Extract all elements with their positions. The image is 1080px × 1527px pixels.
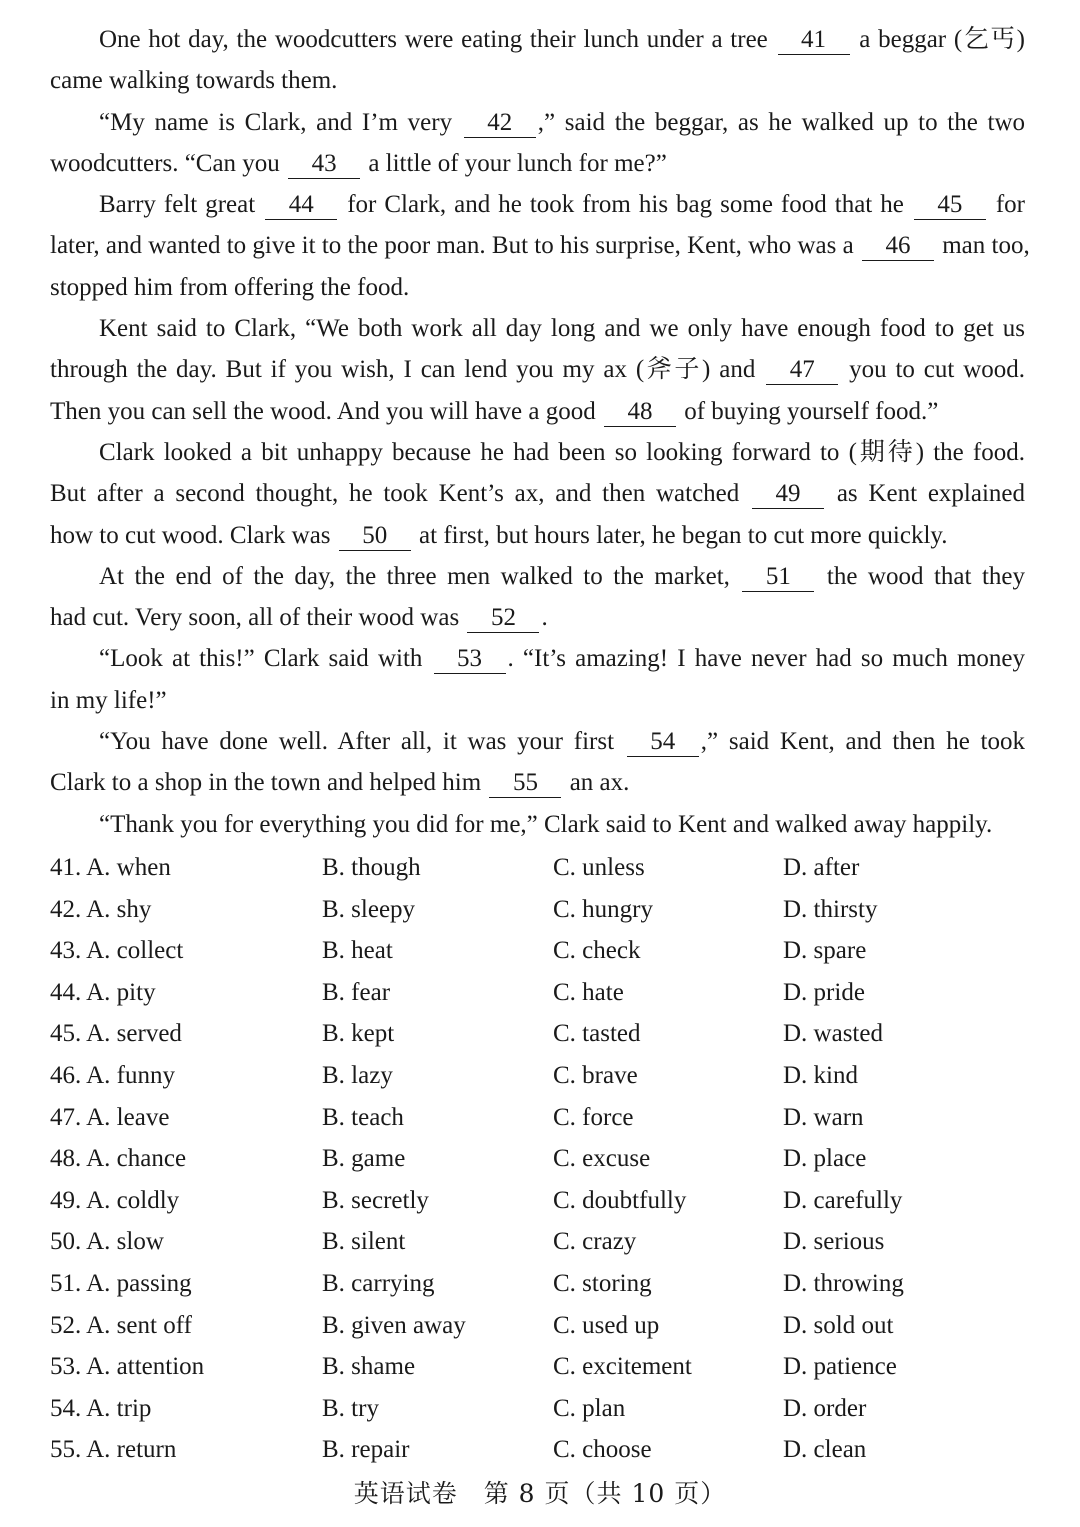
passage-line xyxy=(50,143,1025,184)
passage-text: the wood that they xyxy=(816,562,1025,590)
option-a: 44. A. pity xyxy=(50,978,156,1006)
passage-text: how to cut wood. Clark was xyxy=(50,521,337,549)
passage-line xyxy=(50,184,1025,225)
option-a: 41. A. when xyxy=(50,854,171,881)
option-b: B. given away xyxy=(322,1311,466,1339)
option-a: 51. A. passing xyxy=(50,1269,192,1297)
passage-text: man too, xyxy=(935,232,1030,260)
passage-text: for Clark, and he took from his bag some food that he xyxy=(339,191,912,219)
blank-47: 47 xyxy=(766,356,838,385)
passage-line xyxy=(50,556,1025,597)
passage-text: “Thank you for everything you did for me,” Clark said to Kent and walked away happily. xyxy=(99,810,993,838)
option-c: C. used up xyxy=(553,1311,660,1339)
cloze-passage xyxy=(50,19,1030,845)
option-c: C. crazy xyxy=(553,1228,637,1256)
passage-text: as Kent explained xyxy=(826,480,1025,508)
passage-text: One hot day, the woodcutters were eating their lunch under a tree xyxy=(99,26,776,53)
passage-text: an ax. xyxy=(563,769,630,797)
option-row xyxy=(50,1097,1050,1139)
option-c: C. hate xyxy=(553,978,624,1006)
passage-line xyxy=(50,308,1025,349)
option-b: B. secretly xyxy=(322,1186,429,1214)
blank-43: 43 xyxy=(288,150,360,179)
option-row xyxy=(50,1013,1050,1055)
passage-text: a little of your lunch for me?” xyxy=(362,149,667,177)
option-a: 50. A. slow xyxy=(50,1228,164,1256)
option-d: D. order xyxy=(783,1394,867,1422)
passage-line xyxy=(50,349,1025,390)
passage-text: for xyxy=(987,191,1025,219)
passage-line xyxy=(50,267,1025,308)
option-b: B. lazy xyxy=(322,1061,393,1089)
option-row xyxy=(50,889,1050,931)
option-row xyxy=(50,1429,1050,1471)
blank-42: 42 xyxy=(464,109,536,138)
option-c: C. choose xyxy=(553,1436,652,1464)
blank-52: 52 xyxy=(467,604,539,633)
passage-text: through the day. But if you wish, I can lend you my ax (斧子) and xyxy=(50,356,765,384)
passage-text: . “It’s amazing! I have never had so much money xyxy=(507,645,1025,673)
option-row xyxy=(50,972,1050,1014)
option-d: D. kind xyxy=(783,1061,858,1089)
option-b: B. carrying xyxy=(322,1269,435,1297)
blank-53: 53 xyxy=(434,645,506,674)
page-footer: 英语试卷 第 8 页（共 10 页） xyxy=(353,1479,727,1508)
blank-55: 55 xyxy=(489,769,561,798)
blank-45: 45 xyxy=(914,191,986,220)
passage-line xyxy=(50,60,1025,101)
passage-text: later, and wanted to give it to the poor man. But to his surprise, Kent, who was a xyxy=(50,232,860,260)
option-d: D. warn xyxy=(783,1103,864,1131)
option-a: 55. A. return xyxy=(50,1436,177,1464)
option-a: 48. A. chance xyxy=(50,1145,187,1173)
option-b: B. fear xyxy=(322,978,391,1006)
option-b: B. heat xyxy=(322,937,393,965)
blank-54: 54 xyxy=(627,728,699,757)
blank-50: 50 xyxy=(339,522,411,551)
option-d: D. patience xyxy=(783,1353,897,1381)
option-d: D. throwing xyxy=(783,1269,904,1297)
option-c: C. excitement xyxy=(553,1353,692,1381)
option-a: 42. A. shy xyxy=(50,895,152,923)
blank-51: 51 xyxy=(742,563,814,592)
passage-line xyxy=(50,19,1025,60)
passage-text: . xyxy=(541,604,548,632)
option-a: 45. A. served xyxy=(50,1020,182,1048)
passage-text: stopped him from offering the food. xyxy=(50,273,410,301)
option-a: 46. A. funny xyxy=(50,1061,175,1089)
blank-46: 46 xyxy=(862,232,934,261)
passage-line xyxy=(50,473,1025,514)
answer-options xyxy=(50,847,1050,1471)
option-d: D. thirsty xyxy=(783,895,878,923)
passage-text: woodcutters. “Can you xyxy=(50,149,287,177)
option-c: C. plan xyxy=(553,1394,626,1422)
passage-text: ,” said Kent, and then he took xyxy=(700,728,1025,756)
option-c: C. brave xyxy=(553,1061,638,1089)
option-d: D. clean xyxy=(783,1436,867,1464)
passage-line xyxy=(50,597,1025,638)
option-row xyxy=(50,1305,1050,1347)
passage-text: ,” said the beggar, as he walked up to the two xyxy=(537,108,1025,136)
option-a: 54. A. trip xyxy=(50,1394,152,1422)
blank-49: 49 xyxy=(752,480,824,509)
passage-line xyxy=(50,721,1025,762)
option-c: C. hungry xyxy=(553,895,653,923)
option-b: B. though xyxy=(322,854,421,881)
blank-48: 48 xyxy=(604,398,676,427)
option-d: D. wasted xyxy=(783,1020,883,1048)
passage-line xyxy=(50,804,1025,845)
option-row xyxy=(50,1055,1050,1097)
option-b: B. shame xyxy=(322,1353,416,1381)
passage-text: Kent said to Clark, “We both work all day long and we only have enough food to get us xyxy=(99,315,1025,343)
passage-text: you to cut wood. xyxy=(840,356,1025,384)
option-c: C. excuse xyxy=(553,1145,651,1173)
passage-text: had cut. Very soon, all of their wood was xyxy=(50,604,466,632)
option-c: C. tasted xyxy=(553,1020,641,1048)
option-b: B. kept xyxy=(322,1020,395,1048)
passage-line xyxy=(50,225,1030,266)
option-row xyxy=(50,1221,1050,1263)
passage-text: Clark looked a bit unhappy because he had been so looking forward to (期待) the food. xyxy=(99,438,1025,466)
option-row xyxy=(50,1263,1050,1305)
option-d: D. after xyxy=(783,854,860,881)
option-b: B. game xyxy=(322,1145,406,1173)
option-a: 49. A. coldly xyxy=(50,1186,180,1214)
option-d: D. place xyxy=(783,1145,867,1173)
option-c: C. doubtfully xyxy=(553,1186,687,1214)
passage-text: a beggar (乞丐) xyxy=(851,26,1026,53)
option-c: C. force xyxy=(553,1103,634,1131)
blank-41: 41 xyxy=(778,26,850,55)
option-row xyxy=(50,1346,1050,1388)
passage-line xyxy=(50,102,1025,143)
passage-text: At the end of the day, the three men walked to the market, xyxy=(99,562,741,590)
option-b: B. silent xyxy=(322,1228,406,1256)
passage-line xyxy=(50,432,1025,473)
option-d: D. serious xyxy=(783,1228,885,1256)
option-a: 53. A. attention xyxy=(50,1353,205,1381)
option-c: C. storing xyxy=(553,1269,652,1297)
option-b: B. repair xyxy=(322,1436,410,1464)
passage-text: at first, but hours later, he began to cut more quickly. xyxy=(412,521,948,549)
option-b: B. teach xyxy=(322,1103,404,1131)
passage-text: “Look at this!” Clark said with xyxy=(99,645,432,673)
option-row xyxy=(50,847,1050,889)
option-d: D. carefully xyxy=(783,1186,903,1214)
option-d: D. pride xyxy=(783,978,865,1006)
option-c: C. check xyxy=(553,937,641,965)
option-row xyxy=(50,1180,1050,1222)
option-b: B. sleepy xyxy=(322,895,416,923)
option-row xyxy=(50,930,1050,972)
passage-text: But after a second thought, he took Kent’s ax, and then watched xyxy=(50,480,751,508)
option-a: 52. A. sent off xyxy=(50,1311,192,1339)
passage-text: Then you can sell the wood. And you will have a good xyxy=(50,397,602,425)
passage-text: came walking towards them. xyxy=(50,67,338,95)
option-a: 47. A. leave xyxy=(50,1103,170,1131)
passage-text: “My name is Clark, and I’m very xyxy=(99,108,462,136)
passage-line xyxy=(50,680,1025,721)
passage-text: of buying yourself food.” xyxy=(677,397,939,425)
passage-text: Barry felt great xyxy=(99,191,264,219)
option-d: D. spare xyxy=(783,937,867,965)
option-b: B. try xyxy=(322,1394,379,1422)
passage-line xyxy=(50,391,1025,432)
option-c: C. unless xyxy=(553,854,645,881)
passage-text: Clark to a shop in the town and helped him xyxy=(50,769,488,797)
passage-text: in my life!” xyxy=(50,686,167,714)
passage-line xyxy=(50,762,1025,803)
option-row xyxy=(50,1138,1050,1180)
option-a: 43. A. collect xyxy=(50,937,184,965)
blank-44: 44 xyxy=(265,191,337,220)
option-d: D. sold out xyxy=(783,1311,894,1339)
option-row xyxy=(50,1388,1050,1430)
passage-text: “You have done well. After all, it was your first xyxy=(99,728,625,756)
passage-line xyxy=(50,515,1025,556)
passage-line xyxy=(50,638,1025,679)
